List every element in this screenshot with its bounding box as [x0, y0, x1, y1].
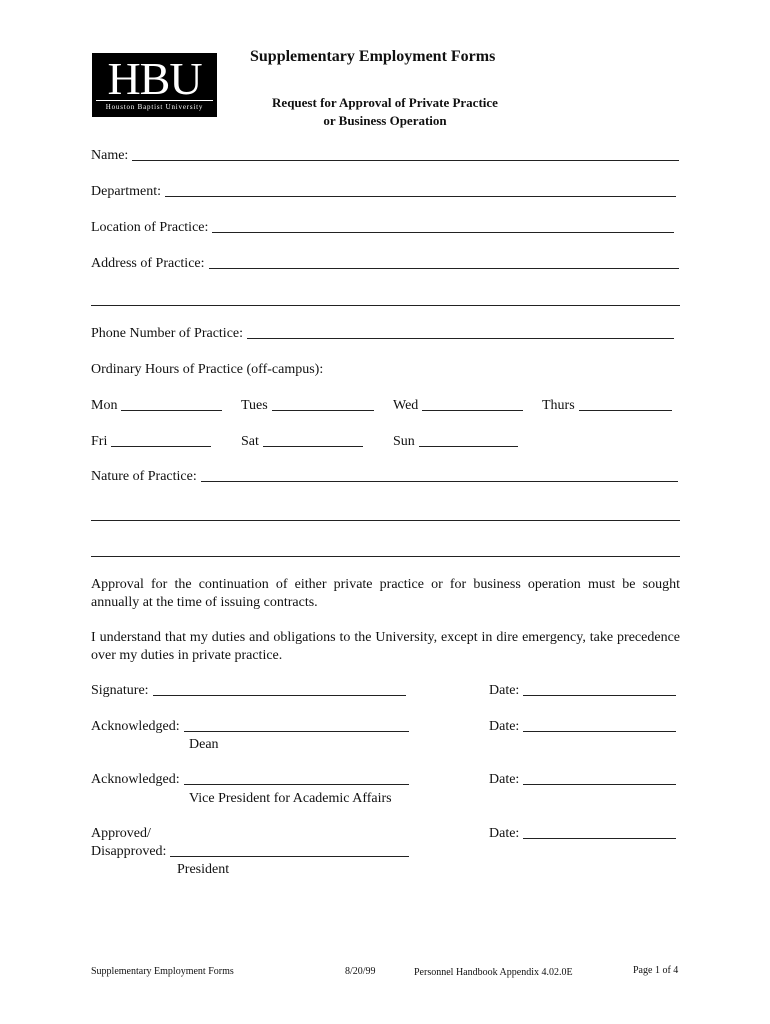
date-label: Date: [489, 772, 520, 787]
footer-title: Supplementary Employment Forms [91, 966, 234, 977]
address-field[interactable] [91, 256, 679, 272]
wed-line[interactable] [422, 410, 523, 411]
dean-date-field[interactable] [489, 719, 676, 735]
department-field[interactable] [91, 184, 676, 200]
thurs-field[interactable] [542, 398, 672, 414]
footer-date: 8/20/99 [345, 966, 376, 977]
disapproved-field[interactable] [91, 844, 409, 860]
sun-label: Sun [393, 434, 415, 449]
nature-line[interactable] [201, 481, 678, 482]
acknowledged-label: Acknowledged: [91, 772, 180, 787]
thurs-line[interactable] [579, 410, 672, 411]
fri-line[interactable] [111, 446, 211, 447]
logo-rule [96, 100, 213, 101]
date-label: Date: [489, 719, 520, 734]
tues-label: Tues [241, 398, 268, 413]
department-label: Department: [91, 184, 161, 199]
phone-field[interactable] [91, 326, 674, 342]
vp-ack-field[interactable] [91, 772, 409, 788]
tues-line[interactable] [272, 410, 374, 411]
wed-label: Wed [393, 398, 419, 413]
date-line[interactable] [523, 731, 676, 732]
approved-label: Approved/ [91, 826, 151, 841]
nature-line-2[interactable] [91, 520, 680, 521]
name-label: Name: [91, 148, 129, 163]
footer-page-number: Page 1 of 4 [633, 965, 679, 976]
location-field[interactable] [91, 220, 674, 236]
address-label: Address of Practice: [91, 256, 205, 271]
date-line[interactable] [523, 695, 676, 696]
approval-paragraph: Approval for the continuation of either private practice or for business operation must be sought annually at the time of issuing contracts. [91, 577, 680, 610]
signature-label: Signature: [91, 683, 149, 698]
dean-caption: Dean [189, 737, 219, 752]
nature-field[interactable] [91, 469, 678, 485]
sat-field[interactable] [241, 434, 363, 450]
date-line[interactable] [523, 838, 676, 839]
vp-date-field[interactable] [489, 772, 676, 788]
dean-ack-field[interactable] [91, 719, 409, 735]
acknowledged-label: Acknowledged: [91, 719, 180, 734]
date-label: Date: [489, 683, 520, 698]
vp-caption: Vice President for Academic Affairs [189, 791, 392, 806]
vp-ack-line[interactable] [184, 784, 409, 785]
page-title: Supplementary Employment Forms [250, 48, 496, 65]
phone-label: Phone Number of Practice: [91, 326, 244, 341]
dean-ack-line[interactable] [184, 731, 409, 732]
president-line[interactable] [170, 856, 409, 857]
signature-field[interactable] [91, 683, 406, 699]
date-label: Date: [489, 826, 520, 841]
tues-field[interactable] [241, 398, 374, 414]
fri-label: Fri [91, 434, 108, 449]
name-line[interactable] [132, 160, 679, 161]
logo-letters: HBU [107, 53, 202, 104]
mon-field[interactable] [91, 398, 222, 414]
hbu-logo [92, 53, 217, 117]
fri-field[interactable] [91, 434, 211, 450]
hours-heading: Ordinary Hours of Practice (off-campus): [91, 362, 324, 377]
subtitle-line-1: Request for Approval of Private Practice [272, 95, 498, 110]
understand-paragraph: I understand that my duties and obligations to the University, except in dire emergency, take precedence over my duties in private practice. [91, 630, 680, 663]
signature-date-field[interactable] [489, 683, 676, 699]
mon-label: Mon [91, 398, 118, 413]
disapproved-label: Disapproved: [91, 844, 167, 859]
nature-line-3[interactable] [91, 556, 680, 557]
thurs-label: Thurs [542, 398, 575, 413]
date-line[interactable] [523, 784, 676, 785]
location-label: Location of Practice: [91, 220, 209, 235]
mon-line[interactable] [121, 410, 222, 411]
phone-line[interactable] [247, 338, 674, 339]
subtitle-line-2: or Business Operation [323, 113, 447, 128]
sat-label: Sat [241, 434, 259, 449]
president-date-field[interactable] [489, 826, 676, 842]
sat-line[interactable] [263, 446, 363, 447]
logo-tagline: Houston Baptist University [105, 103, 204, 111]
name-field[interactable] [91, 148, 679, 164]
address-line[interactable] [209, 268, 679, 269]
signature-line[interactable] [153, 695, 406, 696]
footer-handbook: Personnel Handbook Appendix 4.02.0E [414, 967, 573, 978]
sun-line[interactable] [419, 446, 518, 447]
nature-label: Nature of Practice: [91, 469, 197, 484]
president-caption: President [177, 862, 230, 877]
sun-field[interactable] [393, 434, 518, 450]
wed-field[interactable] [393, 398, 523, 414]
location-line[interactable] [212, 232, 674, 233]
department-line[interactable] [165, 196, 676, 197]
address-line-2[interactable] [91, 305, 680, 306]
